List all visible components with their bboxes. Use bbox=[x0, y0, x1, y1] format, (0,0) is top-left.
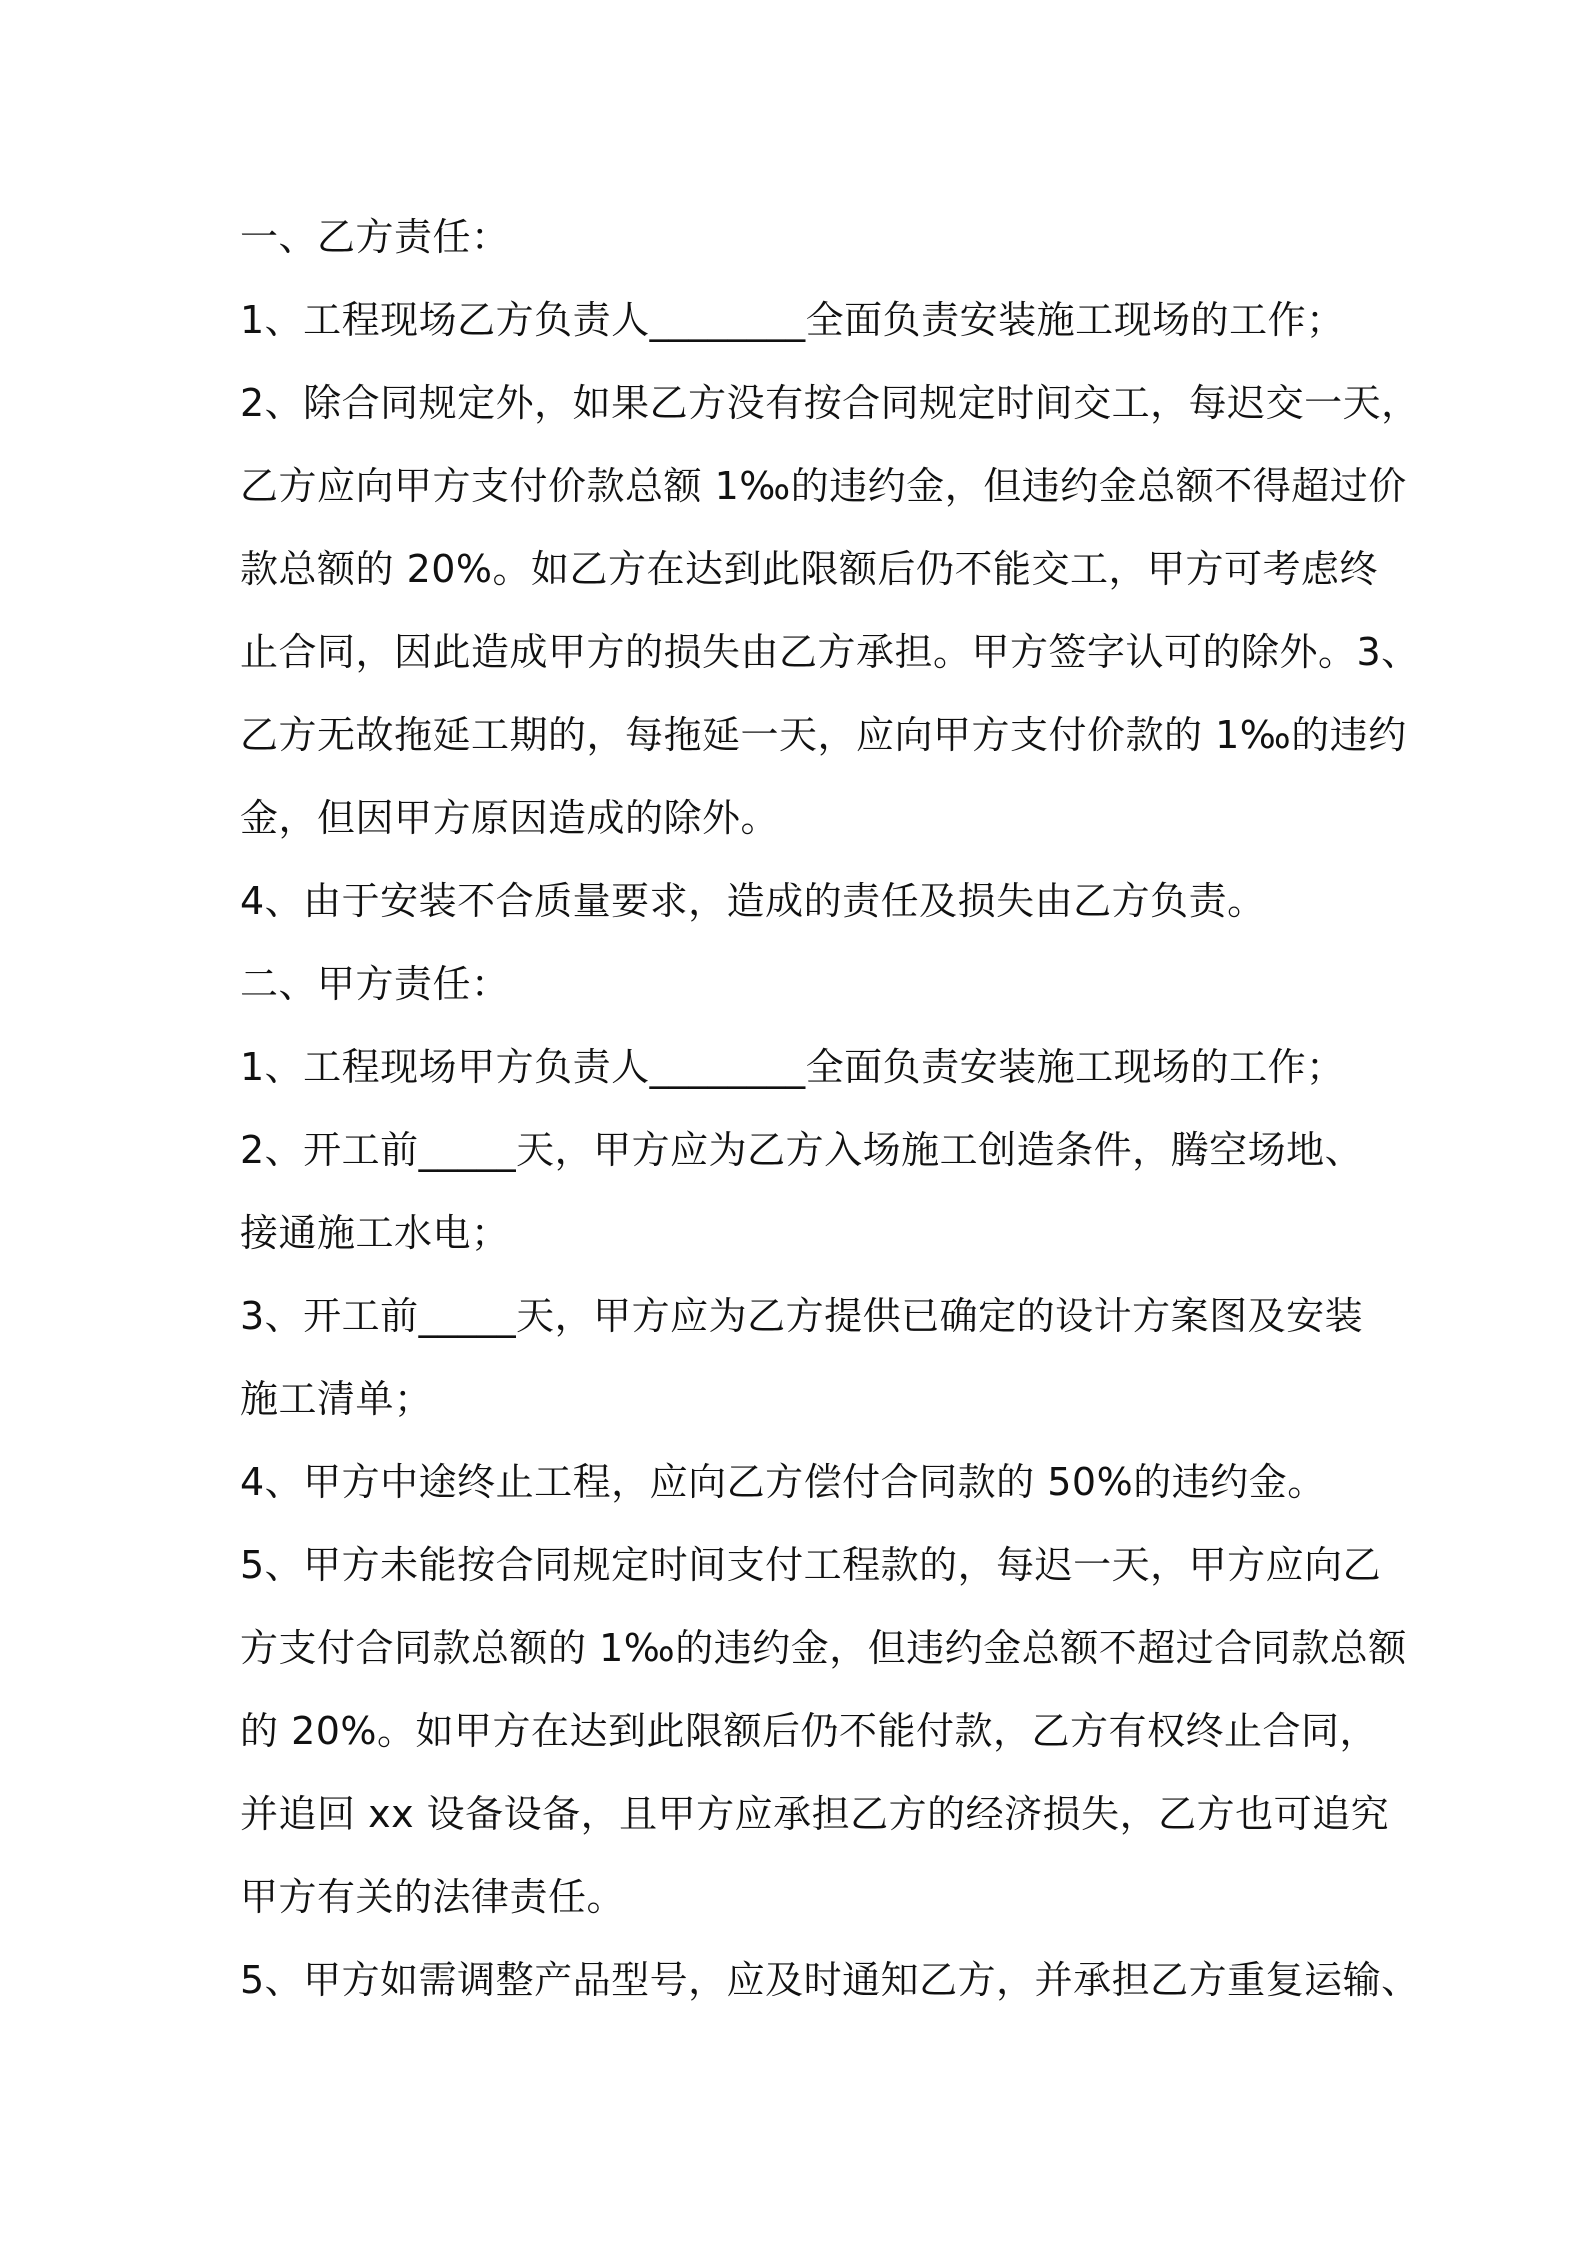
section-heading-party-b: 一、乙方责任： bbox=[240, 215, 510, 259]
text-line: 施工清单； bbox=[240, 1377, 433, 1421]
text-line: 乙方无故拖延工期的，每拖延一天，应向甲方支付价款的 1‰的违约 bbox=[240, 713, 1407, 757]
text-line: 3、开工前_____天，甲方应为乙方提供已确定的设计方案图及安装 bbox=[240, 1294, 1364, 1338]
text-line: 2、除合同规定外，如果乙方没有按合同规定时间交工，每迟交一天， bbox=[240, 381, 1420, 425]
text-line: 5、甲方如需调整产品型号，应及时通知乙方，并承担乙方重复运输、 bbox=[240, 1958, 1420, 2002]
text-line: 方支付合同款总额的 1‰的违约金，但违约金总额不超过合同款总额 bbox=[240, 1626, 1407, 1670]
text-line: 2、开工前_____天，甲方应为乙方入场施工创造条件，腾空场地、 bbox=[240, 1128, 1364, 1172]
text-line: 4、由于安装不合质量要求，造成的责任及损失由乙方负责。 bbox=[240, 879, 1266, 923]
text-line: 金，但因甲方原因造成的除外。 bbox=[240, 796, 780, 840]
text-line: 款总额的 20%。如乙方在达到此限额后仍不能交工，甲方可考虑终 bbox=[240, 547, 1379, 591]
text-line: 1、工程现场甲方负责人________全面负责安装施工现场的工作； bbox=[240, 1045, 1345, 1089]
section-heading-party-a: 二、甲方责任： bbox=[240, 962, 510, 1006]
text-line: 4、甲方中途终止工程，应向乙方偿付合同款的 50%的违约金。 bbox=[240, 1460, 1326, 1504]
document-body bbox=[240, 196, 1420, 2022]
text-line: 5、甲方未能按合同规定时间支付工程款的，每迟一天，甲方应向乙 bbox=[240, 1543, 1382, 1587]
text-line: 的 20%。如甲方在达到此限额后仍不能付款，乙方有权终止合同， bbox=[240, 1709, 1379, 1753]
text-line: 乙方应向甲方支付价款总额 1‰的违约金，但违约金总额不得超过价 bbox=[240, 464, 1407, 508]
text-line: 并追回 xx 设备设备，且甲方应承担乙方的经济损失，乙方也可追究 bbox=[240, 1792, 1390, 1836]
text-line: 甲方有关的法律责任。 bbox=[240, 1875, 626, 1919]
text-line: 1、工程现场乙方负责人________全面负责安装施工现场的工作； bbox=[240, 298, 1345, 342]
text-line: 接通施工水电； bbox=[240, 1211, 510, 1255]
text-line: 止合同，因此造成甲方的损失由乙方承担。甲方签字认可的除外。3、 bbox=[240, 630, 1420, 674]
